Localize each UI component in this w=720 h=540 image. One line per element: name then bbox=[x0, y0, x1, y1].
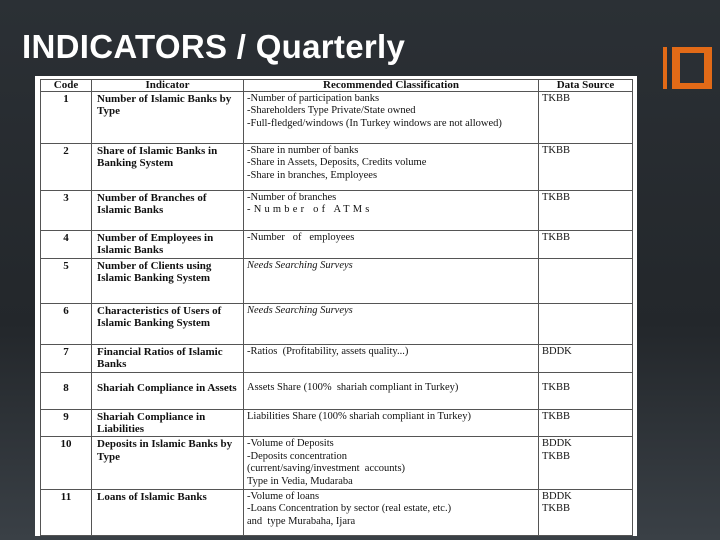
row-indicator: Loans of Islamic Banks bbox=[92, 490, 244, 536]
table-header-row bbox=[41, 80, 633, 92]
header-code: Code bbox=[41, 80, 92, 92]
source-line: TKBB bbox=[542, 93, 571, 104]
source-line: TKBB bbox=[542, 381, 571, 393]
indicator-table bbox=[40, 79, 633, 536]
row-code: 9 bbox=[41, 409, 92, 437]
classification-line: -Volume of Deposits bbox=[247, 438, 334, 450]
table-row bbox=[41, 409, 633, 437]
source-line: TKBB bbox=[542, 145, 571, 156]
header-source: Data Source bbox=[539, 80, 633, 92]
row-indicator: Financial Ratios of Islamic Banks bbox=[92, 344, 244, 372]
row-code: 6 bbox=[41, 303, 92, 344]
table-row bbox=[41, 231, 633, 259]
table-row bbox=[41, 372, 633, 409]
row-source bbox=[539, 144, 633, 191]
classification-line: -Volume of loans bbox=[247, 491, 320, 503]
row-source bbox=[539, 231, 633, 259]
row-source bbox=[539, 409, 633, 437]
row-source bbox=[539, 303, 633, 344]
row-code: 10 bbox=[41, 437, 92, 490]
table-row bbox=[41, 303, 633, 344]
table-row bbox=[41, 490, 633, 536]
row-source bbox=[539, 92, 633, 144]
row-classification bbox=[244, 144, 539, 191]
classification-line: and type Murabaha, Ijara bbox=[247, 515, 356, 527]
classification-line: -Share in Assets, Deposits, Credits volume bbox=[247, 157, 427, 169]
classification-line: -Full-fledged/windows (In Turkey windows are not allowed) bbox=[247, 117, 502, 129]
source-line: BDDK bbox=[542, 491, 572, 503]
table-row bbox=[41, 258, 633, 303]
row-code: 2 bbox=[41, 144, 92, 191]
classification-line: -Deposits concentration bbox=[247, 450, 348, 462]
row-code: 11 bbox=[41, 490, 92, 536]
row-source bbox=[539, 490, 633, 536]
classification-line: -Number of participation banks bbox=[247, 93, 380, 104]
source-line: TKBB bbox=[542, 232, 571, 243]
row-classification bbox=[244, 372, 539, 409]
classification-line: -Share in number of banks bbox=[247, 145, 359, 156]
slide-title: INDICATORS / Quarterly bbox=[22, 28, 406, 65]
header-classification: Recommended Classification bbox=[244, 80, 539, 92]
row-source bbox=[539, 191, 633, 231]
row-classification bbox=[244, 490, 539, 536]
row-indicator: Share of Islamic Banks in Banking System bbox=[92, 144, 244, 191]
table-row bbox=[41, 144, 633, 191]
row-source bbox=[539, 344, 633, 372]
source-line: TKBB bbox=[542, 410, 571, 422]
row-classification bbox=[244, 258, 539, 303]
classification-line: -Number of employees bbox=[247, 232, 355, 243]
row-indicator: Shariah Compliance in Assets bbox=[92, 372, 244, 409]
row-indicator: Shariah Compliance in Liabilities bbox=[92, 409, 244, 437]
row-indicator: Number of Branches of Islamic Banks bbox=[92, 191, 244, 231]
row-code: 4 bbox=[41, 231, 92, 259]
accent-bar-icon bbox=[663, 47, 667, 89]
row-classification bbox=[244, 191, 539, 231]
row-source bbox=[539, 437, 633, 490]
row-indicator: Number of Clients using Islamic Banking System bbox=[92, 258, 244, 303]
source-line: TKBB bbox=[542, 192, 571, 203]
row-indicator: Deposits in Islamic Banks by Type bbox=[92, 437, 244, 490]
row-classification bbox=[244, 92, 539, 144]
row-indicator: Number of Employees in Islamic Banks bbox=[92, 231, 244, 259]
classification-line: (current/saving/investment accounts) bbox=[247, 463, 406, 475]
row-indicator: Characteristics of Users of Islamic Banking System bbox=[92, 303, 244, 344]
table-row bbox=[41, 437, 633, 490]
row-classification bbox=[244, 303, 539, 344]
row-source bbox=[539, 258, 633, 303]
table-row bbox=[41, 344, 633, 372]
row-classification bbox=[244, 409, 539, 437]
classification-line: Needs Searching Surveys bbox=[247, 304, 353, 316]
classification-line: -Number of branches bbox=[247, 192, 337, 203]
source-line: TKBB bbox=[542, 450, 571, 462]
classification-line: Type in Vedia, Mudaraba bbox=[247, 475, 353, 487]
row-classification bbox=[244, 437, 539, 490]
row-classification bbox=[244, 231, 539, 259]
header-indicator: Indicator bbox=[92, 80, 244, 92]
row-code: 1 bbox=[41, 92, 92, 144]
source-line: TKBB bbox=[542, 503, 571, 515]
row-source bbox=[539, 372, 633, 409]
row-indicator: Number of Islamic Banks by Type bbox=[92, 92, 244, 144]
classification-line: Needs Searching Surveys bbox=[247, 259, 353, 271]
row-code: 8 bbox=[41, 372, 92, 409]
classification-line: -Shareholders Type Private/State owned bbox=[247, 105, 416, 117]
row-code: 5 bbox=[41, 258, 92, 303]
table-row bbox=[41, 191, 633, 231]
classification-line: Liabilities Share (100% shariah compliant in Turkey) bbox=[247, 410, 471, 422]
indicator-table-image bbox=[35, 76, 637, 536]
classification-line: Assets Share (100% shariah compliant in Turkey) bbox=[247, 381, 459, 393]
accent-block-inner bbox=[680, 53, 704, 83]
source-line: BDDK bbox=[542, 438, 572, 450]
classification-line: -Loans Concentration by sector (real estate, etc.) bbox=[247, 503, 452, 515]
classification-line: -Share in branches, Employees bbox=[247, 169, 378, 181]
source-line: BDDK bbox=[542, 345, 572, 357]
table-row bbox=[41, 92, 633, 144]
classification-line: -Number of ATMs bbox=[247, 204, 373, 216]
row-classification bbox=[244, 344, 539, 372]
classification-line: -Ratios (Profitability, assets quality...) bbox=[247, 345, 409, 357]
row-code: 3 bbox=[41, 191, 92, 231]
row-code: 7 bbox=[41, 344, 92, 372]
